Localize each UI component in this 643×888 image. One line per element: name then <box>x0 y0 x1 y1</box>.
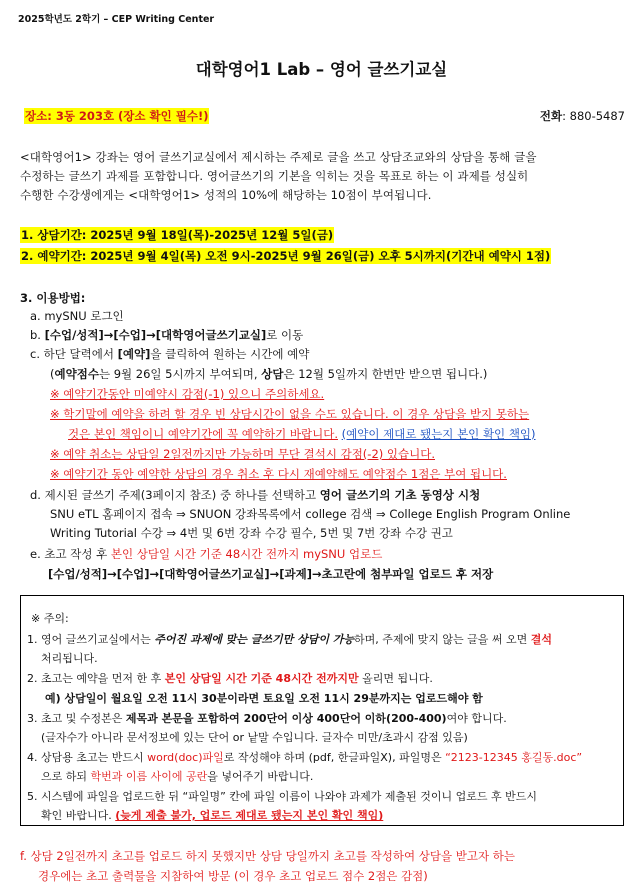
intro-line: 수정하는 글쓰기 과제를 포함합니다. 영어글쓰기의 기본을 익히는 것을 목표로 하는 이 과제를 성실히 <box>20 169 529 183</box>
n4-space: 학번과 이름 사이에 공란 <box>90 770 208 783</box>
step-b-suffix: 로 이동 <box>266 328 304 342</box>
document-header: 2025학년도 2학기 – CEP Writing Center <box>18 14 215 25</box>
step-c-suffix: 을 클릭하여 원하는 시간에 예약 <box>150 347 310 361</box>
n5-cont-a: 확인 바랍니다. <box>41 809 116 822</box>
n4-filetype: word(doc)파일 <box>147 751 224 764</box>
step-a: a. mySNU 로그인 <box>30 309 124 323</box>
step-d <box>30 487 480 503</box>
n3-suffix: 여야 합니다. <box>446 712 507 725</box>
warning-late-reservation-cont <box>68 426 536 442</box>
warning-cancel: ※ 예약 취소는 상담일 2일전까지만 가능하며 무단 결석시 감점(-2) 있습니다. <box>50 447 435 461</box>
reservation-score: 예약점수 <box>54 367 99 381</box>
warning-responsibility: 것은 본인 책임이니 예약기간에 꼭 예약하기 바랍니다. <box>68 427 338 441</box>
notice-item-3 <box>27 710 507 726</box>
confirm-note: (예약이 제대로 됐는지 본인 확인 책임) <box>341 427 536 441</box>
step-d-prefix: d. 제시된 글쓰기 주제(3페이지 참조) 중 하나를 선택하고 <box>30 488 320 502</box>
n4-filename: “2123-12345 홍길동.doc” <box>445 751 583 764</box>
consult-word: 상담 <box>261 367 284 381</box>
n4-cont-b: 을 넣어주기 바랍니다. <box>207 770 314 783</box>
n2-prefix: 2. 초고는 예약을 먼저 한 후 <box>27 672 165 685</box>
intro-line: 수행한 수강생에게는 <대학영어1> 성적의 10%에 해당하는 10점이 부여됩니다. <box>20 188 432 202</box>
n3-prefix: 3. 초고 및 수정본은 <box>27 712 126 725</box>
step-f: f. 상담 2일전까지 초고를 업로드 하지 못했지만 상담 당일까지 초고를 작성하여 상담을 받고자 하는 <box>20 849 515 863</box>
warning-late-reservation: ※ 학기말에 예약을 하려 할 경우 빈 상담시간이 없을 수도 있습니다. 이 경우 상담을 받지 못하는 <box>50 407 530 421</box>
notice-item-5-cont <box>41 807 383 823</box>
notice-item-2 <box>27 670 433 686</box>
notice-item-1 <box>27 631 552 647</box>
n4-prefix: 4. 상담용 초고는 반드시 <box>27 751 148 764</box>
step-b-path: [수업/성적]→[수업]→[대학영어글쓰기교실] <box>44 328 267 342</box>
n1-mid: 하며, 주제에 맞지 않는 글을 써 오면 <box>354 633 531 646</box>
step-c-prefix: c. 하단 달력에서 <box>30 347 118 361</box>
n1-prefix: 1. 영어 글쓰기교실에서는 <box>27 633 155 646</box>
notice-item-5: 5. 시스템에 파일을 업로드한 뒤 “파일명” 칸에 파일 이름이 나와야 과제가 제출된 것이니 업로드 후 반드시 <box>27 790 538 803</box>
step-c-reserve: [예약] <box>117 347 151 361</box>
step-b <box>30 327 303 343</box>
notice-title: ※ 주의: <box>31 612 69 625</box>
location-highlight: 장소: 3동 203호 (장소 확인 필수!) <box>25 109 209 123</box>
consult-period: 1. 상담기간: 2025년 9월 18일(목)-2025년 12월 5일(금) <box>21 228 334 242</box>
step-c-note <box>50 366 487 382</box>
step-d-line3: Writing Tutorial 수강 ⇒ 4번 및 6번 강좌 수강 필수, 5번 및 7번 강좌 수강 권고 <box>50 526 453 540</box>
step-c-note-text1: 는 9월 26일 5시까지 부여되며, <box>98 367 262 381</box>
step-d-line2: SNU eTL 홈페이지 접속 ⇒ SNUON 강좌목록에서 college 검색 ⇒ College English Program Online <box>50 507 571 521</box>
step-c-note-text2: 은 12월 5일까지 한번만 받으면 됩니다.) <box>283 367 488 381</box>
step-f-cont: 경우에는 초고 출력물을 지참하여 방문 (이 경우 초고 업로드 점수 2점은 감점) <box>38 869 428 883</box>
step-d-video: 영어 글쓰기의 기초 동영상 시청 <box>319 488 481 502</box>
step-c <box>30 346 309 362</box>
notice-item-1-cont: 처리됩니다. <box>41 652 98 665</box>
intro-paragraph <box>20 148 620 205</box>
reservation-period: 2. 예약기간: 2025년 9월 4일(목) 오전 9시-2025년 9월 26일(금) 오후 5시까지(기간내 예약시 1점) <box>21 249 551 263</box>
n4-mid: 로 작성해야 하며 (pdf, 한글파일X), 파일명은 <box>223 751 446 764</box>
n2-deadline: 본인 상담일 시간 기준 48시간 전까지만 <box>164 672 359 685</box>
intro-line: <대학영어1> 강좌는 영어 글쓰기교실에서 제시하는 주제로 글을 쓰고 상담조교와의 상담을 통해 글을 <box>20 150 537 164</box>
step-b-prefix: b. <box>30 328 45 342</box>
notice-item-4 <box>27 749 582 765</box>
notice-item-4-cont <box>41 768 313 784</box>
notice-box <box>20 595 624 826</box>
phone-info <box>540 108 625 124</box>
n4-cont-a: 으로 하되 <box>41 770 91 783</box>
page-title: 대학영어1 Lab – 영어 글쓰기교실 <box>195 60 448 79</box>
phone-value: : 880-5487 <box>562 109 625 123</box>
step-e <box>30 546 382 562</box>
n3-wordcount: 제목과 본문을 포함하여 200단어 이상 400단어 이하(200-400) <box>125 712 447 725</box>
notice-item-3-cont: (글자수가 아니라 문서정보에 있는 단어 or 낱말 수입니다. 글자수 미만/초과시 감점 있음) <box>41 731 468 744</box>
step-e-deadline: 본인 상담일 시간 기준 48시간 전까지 mySNU 업로드 <box>110 547 383 561</box>
step-e-prefix: e. 초고 작성 후 <box>30 547 111 561</box>
n1-absence: 결석 <box>530 633 553 646</box>
phone-label: 전화 <box>539 109 563 123</box>
section-usage-title: 3. 이용방법: <box>20 291 86 305</box>
step-e-path: [수업/성적]→[수업]→[대학영어글쓰기교실]→[과제]→초고란에 첨부파일 업로드 후 저장 <box>48 567 494 581</box>
notice-item-2-example: 예) 상담일이 월요일 오전 11시 30분이라면 토요일 오전 11시 29분까지는 업로드해야 함 <box>45 692 483 705</box>
warning-rebook: ※ 예약기간 동안 예약한 상담의 경우 취소 후 다시 재예약해도 예약점수 1점은 부여 됩니다. <box>50 467 507 481</box>
n5-responsibility: (늦게 제출 불가, 업로드 제대로 됐는지 본인 확인 책임) <box>115 809 384 822</box>
warning-no-reservation: ※ 예약기간동안 미예약시 감점(-1) 있으니 주의하세요. <box>50 387 325 401</box>
n2-suffix: 올리면 됩니다. <box>358 672 433 685</box>
n1-emphasis: 주어진 과제에 맞는 글쓰기만 상담이 가능 <box>154 633 355 646</box>
paren-open: ( <box>50 367 55 381</box>
